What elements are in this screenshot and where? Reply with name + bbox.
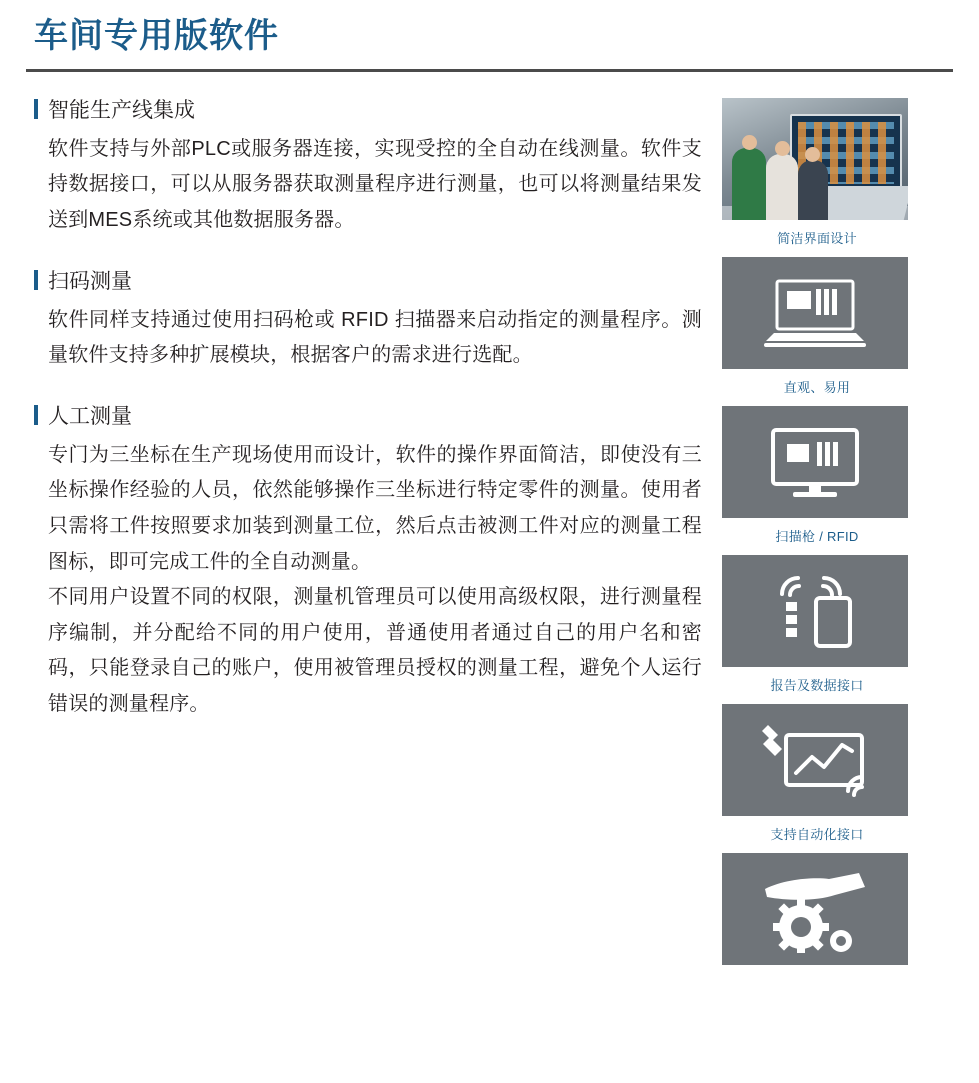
- report-chart-icon-tile: [722, 704, 908, 816]
- photo-person-head: [775, 141, 790, 156]
- figure-column: [722, 94, 912, 975]
- paragraph: 软件同样支持通过使用扫码枪或 RFID 扫描器来启动指定的测量程序。测量软件支持多种扩展模块，根据客户的需求进行选配。: [48, 308, 702, 367]
- section-body: [34, 303, 702, 374]
- figure-laptop: [722, 257, 912, 396]
- text-column: [26, 94, 702, 749]
- figure-caption: 报告及数据接口: [770, 677, 864, 693]
- paragraph: 软件支持与外部PLC或服务器连接，实现受控的全自动在线测量。软件支持数据接口，可以从服务器获取测量程序进行测量，也可以将测量结果发送到MES系统或其他数据服务器。: [48, 137, 702, 231]
- automation-gear-icon: [755, 865, 875, 953]
- report-chart-icon: [752, 717, 878, 803]
- section-heading-label: 人工测量: [48, 404, 132, 428]
- heading-accent-bar: [34, 405, 38, 425]
- photo-person-head: [742, 135, 757, 150]
- figure-automation: [722, 853, 912, 965]
- laptop-icon-tile: [722, 257, 908, 369]
- photo-person-head: [805, 147, 820, 162]
- figure-monitor: [722, 406, 912, 545]
- section-heading: [34, 94, 702, 124]
- section-heading: [34, 265, 702, 295]
- content-area: [26, 94, 953, 975]
- page-title: 车间专用版软件: [34, 17, 279, 55]
- rfid-scanner-icon-tile: [722, 555, 908, 667]
- photo-person: [732, 148, 766, 220]
- figure-report-interface: [722, 704, 912, 843]
- section-scan-measure: [34, 265, 702, 374]
- laptop-icon: [760, 275, 870, 351]
- figure-caption: 简洁界面设计: [777, 230, 857, 246]
- heading-accent-bar: [34, 270, 38, 290]
- figure-caption: 支持自动化接口: [770, 826, 864, 842]
- photo-person: [798, 160, 828, 220]
- section-heading: [34, 400, 702, 430]
- photo-person: [766, 154, 798, 220]
- section-manual-measure: [34, 400, 702, 723]
- figure-caption: 直观、易用: [783, 379, 851, 395]
- monitor-icon-tile: [722, 406, 908, 518]
- section-body: [34, 438, 702, 723]
- section-heading-label: 扫码测量: [48, 269, 132, 293]
- title-divider: [26, 69, 953, 72]
- page-root: [0, 16, 979, 1083]
- figure-rfid-scanner: [722, 555, 912, 694]
- section-smart-line: [34, 94, 702, 239]
- section-body: [34, 132, 702, 239]
- rfid-scanner-icon: [760, 568, 870, 654]
- meeting-photo: [722, 98, 908, 220]
- section-heading-label: 智能生产线集成: [48, 98, 195, 122]
- figure-meeting-photo: [722, 98, 912, 247]
- heading-accent-bar: [34, 99, 38, 119]
- figure-caption: 扫描枪 / RFID: [775, 528, 859, 544]
- automation-gear-icon-tile: [722, 853, 908, 965]
- paragraph: 不同用户设置不同的权限，测量机管理员可以使用高级权限，进行测量程序编制，并分配给不同的用户使用，普通使用者通过自己的用户名和密码，只能登录自己的账户，使用被管理员授权的测量工程，避免个人运行错误的测量程序。: [48, 586, 702, 715]
- monitor-icon: [763, 422, 867, 502]
- paragraph: 专门为三坐标在生产现场使用而设计，软件的操作界面简洁，即使没有三坐标操作经验的人员，依然能够操作三坐标进行特定零件的测量。使用者只需将工件按照要求加装到测量工位，然后点击被测工件对应的测量工程图标，即可完成工件的全自动测量。: [48, 443, 702, 573]
